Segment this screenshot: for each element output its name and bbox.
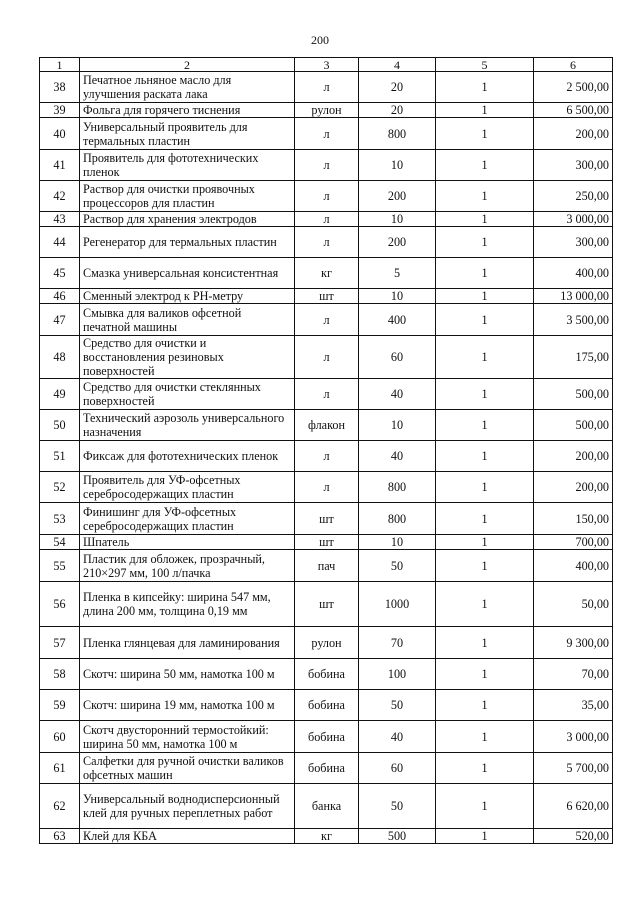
item-price: 6 500,00 <box>534 103 613 118</box>
item-column-5: 1 <box>436 336 534 379</box>
item-unit: бобина <box>295 753 359 784</box>
row-number: 49 <box>40 379 80 410</box>
item-price: 2 500,00 <box>534 72 613 103</box>
item-column-5: 1 <box>436 118 534 150</box>
item-quantity: 50 <box>359 784 436 829</box>
item-unit: бобина <box>295 690 359 721</box>
row-number: 59 <box>40 690 80 721</box>
item-name: Сменный электрод к РН-метру <box>80 289 295 304</box>
table-row <box>40 304 613 336</box>
item-price: 200,00 <box>534 472 613 503</box>
item-name: Пленка глянцевая для ламинирования <box>80 627 295 659</box>
item-unit: банка <box>295 784 359 829</box>
item-price: 6 620,00 <box>534 784 613 829</box>
item-unit: бобина <box>295 659 359 690</box>
table-row <box>40 784 613 829</box>
item-name: Клей для КБА <box>80 829 295 844</box>
item-price: 13 000,00 <box>534 289 613 304</box>
item-name: Средство для очистки и восстановления резиновых поверхностей <box>80 336 295 379</box>
item-unit: л <box>295 118 359 150</box>
table-body <box>40 72 613 844</box>
item-column-5: 1 <box>436 582 534 627</box>
item-name: Шпатель <box>80 535 295 550</box>
col-header-3: 3 <box>295 58 359 72</box>
item-price: 3 000,00 <box>534 212 613 227</box>
item-name: Универсальный проявитель для термальных пластин <box>80 118 295 150</box>
item-name: Проявитель для УФ-офсетных серебросодержащих пластин <box>80 472 295 503</box>
item-name: Фиксаж для фототехнических пленок <box>80 441 295 472</box>
item-price: 70,00 <box>534 659 613 690</box>
table-row <box>40 72 613 103</box>
item-price: 300,00 <box>534 227 613 258</box>
item-price: 400,00 <box>534 550 613 582</box>
item-column-5: 1 <box>436 829 534 844</box>
item-unit: л <box>295 441 359 472</box>
row-number: 52 <box>40 472 80 503</box>
item-quantity: 500 <box>359 829 436 844</box>
item-column-5: 1 <box>436 379 534 410</box>
item-unit: л <box>295 227 359 258</box>
item-unit: шт <box>295 289 359 304</box>
items-table <box>39 57 613 844</box>
col-header-4: 4 <box>359 58 436 72</box>
item-unit: кг <box>295 258 359 289</box>
col-header-5: 5 <box>436 58 534 72</box>
item-price: 400,00 <box>534 258 613 289</box>
item-quantity: 10 <box>359 535 436 550</box>
item-quantity: 50 <box>359 690 436 721</box>
item-price: 5 700,00 <box>534 753 613 784</box>
item-name: Смывка для валиков офсетной печатной машины <box>80 304 295 336</box>
row-number: 39 <box>40 103 80 118</box>
item-price: 3 000,00 <box>534 721 613 753</box>
table-row <box>40 258 613 289</box>
item-price: 520,00 <box>534 829 613 844</box>
item-column-5: 1 <box>436 304 534 336</box>
row-number: 53 <box>40 503 80 535</box>
item-name: Раствор для очистки проявочных процессоров для пластин <box>80 181 295 212</box>
item-unit: л <box>295 150 359 181</box>
item-name: Пластик для обложек, прозрачный, 210×297 мм, 100 л/пачка <box>80 550 295 582</box>
table-row <box>40 627 613 659</box>
item-price: 3 500,00 <box>534 304 613 336</box>
item-quantity: 40 <box>359 721 436 753</box>
table-row <box>40 227 613 258</box>
item-price: 200,00 <box>534 441 613 472</box>
item-name: Смазка универсальная консистентная <box>80 258 295 289</box>
item-column-5: 1 <box>436 181 534 212</box>
item-column-5: 1 <box>436 150 534 181</box>
item-column-5: 1 <box>436 784 534 829</box>
table-row <box>40 181 613 212</box>
item-quantity: 10 <box>359 410 436 441</box>
item-name: Технический аэрозоль универсального назначения <box>80 410 295 441</box>
col-header-1: 1 <box>40 58 80 72</box>
table-row <box>40 441 613 472</box>
row-number: 48 <box>40 336 80 379</box>
item-name: Проявитель для фототехнических пленок <box>80 150 295 181</box>
row-number: 60 <box>40 721 80 753</box>
row-number: 62 <box>40 784 80 829</box>
item-price: 175,00 <box>534 336 613 379</box>
table-row <box>40 103 613 118</box>
item-unit: л <box>295 379 359 410</box>
item-name: Регенератор для термальных пластин <box>80 227 295 258</box>
row-number: 50 <box>40 410 80 441</box>
item-column-5: 1 <box>436 441 534 472</box>
item-quantity: 40 <box>359 379 436 410</box>
row-number: 47 <box>40 304 80 336</box>
item-quantity: 20 <box>359 103 436 118</box>
item-unit: л <box>295 72 359 103</box>
item-column-5: 1 <box>436 721 534 753</box>
item-quantity: 400 <box>359 304 436 336</box>
row-number: 51 <box>40 441 80 472</box>
item-column-5: 1 <box>436 258 534 289</box>
item-column-5: 1 <box>436 289 534 304</box>
item-name: Печатное льняное масло для улучшения раската лака <box>80 72 295 103</box>
item-name: Фольга для горячего тиснения <box>80 103 295 118</box>
item-name: Салфетки для ручной очистки валиков офсетных машин <box>80 753 295 784</box>
row-number: 54 <box>40 535 80 550</box>
item-column-5: 1 <box>436 410 534 441</box>
table-row <box>40 150 613 181</box>
item-name: Финишинг для УФ-офсетных серебросодержащих пластин <box>80 503 295 535</box>
item-unit: л <box>295 304 359 336</box>
item-column-5: 1 <box>436 753 534 784</box>
table-row <box>40 379 613 410</box>
item-name: Скотч: ширина 19 мм, намотка 100 м <box>80 690 295 721</box>
row-number: 40 <box>40 118 80 150</box>
row-number: 44 <box>40 227 80 258</box>
item-price: 300,00 <box>534 150 613 181</box>
item-price: 150,00 <box>534 503 613 535</box>
table-row <box>40 410 613 441</box>
item-unit: л <box>295 212 359 227</box>
item-quantity: 10 <box>359 150 436 181</box>
table-row <box>40 535 613 550</box>
item-unit: рулон <box>295 627 359 659</box>
item-unit: рулон <box>295 103 359 118</box>
item-name: Пленка в кипсейку: ширина 547 мм, длина 200 мм, толщина 0,19 мм <box>80 582 295 627</box>
row-number: 55 <box>40 550 80 582</box>
row-number: 43 <box>40 212 80 227</box>
table-row <box>40 690 613 721</box>
item-column-5: 1 <box>436 227 534 258</box>
item-quantity: 800 <box>359 503 436 535</box>
item-column-5: 1 <box>436 472 534 503</box>
item-column-5: 1 <box>436 690 534 721</box>
item-quantity: 5 <box>359 258 436 289</box>
item-quantity: 10 <box>359 212 436 227</box>
table-row <box>40 659 613 690</box>
table-row <box>40 721 613 753</box>
item-column-5: 1 <box>436 72 534 103</box>
item-price: 500,00 <box>534 379 613 410</box>
row-number: 58 <box>40 659 80 690</box>
item-quantity: 10 <box>359 289 436 304</box>
item-quantity: 50 <box>359 550 436 582</box>
item-quantity: 20 <box>359 72 436 103</box>
table-row <box>40 118 613 150</box>
item-column-5: 1 <box>436 503 534 535</box>
item-quantity: 60 <box>359 336 436 379</box>
item-unit: шт <box>295 503 359 535</box>
item-quantity: 40 <box>359 441 436 472</box>
row-number: 46 <box>40 289 80 304</box>
item-name: Скотч: ширина 50 мм, намотка 100 м <box>80 659 295 690</box>
item-unit: л <box>295 181 359 212</box>
table-row <box>40 472 613 503</box>
item-unit: шт <box>295 582 359 627</box>
item-unit: пач <box>295 550 359 582</box>
item-column-5: 1 <box>436 535 534 550</box>
header-row <box>40 58 613 72</box>
item-name: Скотч двусторонний термостойкий: ширина 50 мм, намотка 100 м <box>80 721 295 753</box>
item-quantity: 100 <box>359 659 436 690</box>
item-price: 250,00 <box>534 181 613 212</box>
item-unit: л <box>295 472 359 503</box>
item-quantity: 60 <box>359 753 436 784</box>
item-price: 200,00 <box>534 118 613 150</box>
item-price: 35,00 <box>534 690 613 721</box>
row-number: 45 <box>40 258 80 289</box>
item-unit: бобина <box>295 721 359 753</box>
item-name: Универсальный воднодисперсионный клей для ручных переплетных работ <box>80 784 295 829</box>
item-quantity: 800 <box>359 472 436 503</box>
row-number: 56 <box>40 582 80 627</box>
item-column-5: 1 <box>436 659 534 690</box>
row-number: 38 <box>40 72 80 103</box>
item-column-5: 1 <box>436 550 534 582</box>
item-unit: флакон <box>295 410 359 441</box>
item-name: Средство для очистки стеклянных поверхностей <box>80 379 295 410</box>
page-number: 200 <box>311 33 329 47</box>
table-row <box>40 829 613 844</box>
row-number: 42 <box>40 181 80 212</box>
item-price: 500,00 <box>534 410 613 441</box>
table-row <box>40 753 613 784</box>
row-number: 41 <box>40 150 80 181</box>
item-unit: кг <box>295 829 359 844</box>
item-price: 9 300,00 <box>534 627 613 659</box>
row-number: 61 <box>40 753 80 784</box>
table-row <box>40 336 613 379</box>
item-unit: л <box>295 336 359 379</box>
item-price: 50,00 <box>534 582 613 627</box>
col-header-2: 2 <box>80 58 295 72</box>
table-row <box>40 582 613 627</box>
item-price: 700,00 <box>534 535 613 550</box>
table-row <box>40 503 613 535</box>
item-unit: шт <box>295 535 359 550</box>
item-quantity: 70 <box>359 627 436 659</box>
item-quantity: 200 <box>359 227 436 258</box>
table-row <box>40 289 613 304</box>
row-number: 57 <box>40 627 80 659</box>
item-quantity: 1000 <box>359 582 436 627</box>
item-column-5: 1 <box>436 212 534 227</box>
item-column-5: 1 <box>436 627 534 659</box>
table-row <box>40 550 613 582</box>
item-column-5: 1 <box>436 103 534 118</box>
row-number: 63 <box>40 829 80 844</box>
item-quantity: 200 <box>359 181 436 212</box>
item-name: Раствор для хранения электродов <box>80 212 295 227</box>
item-quantity: 800 <box>359 118 436 150</box>
table-row <box>40 212 613 227</box>
col-header-6: 6 <box>534 58 613 72</box>
